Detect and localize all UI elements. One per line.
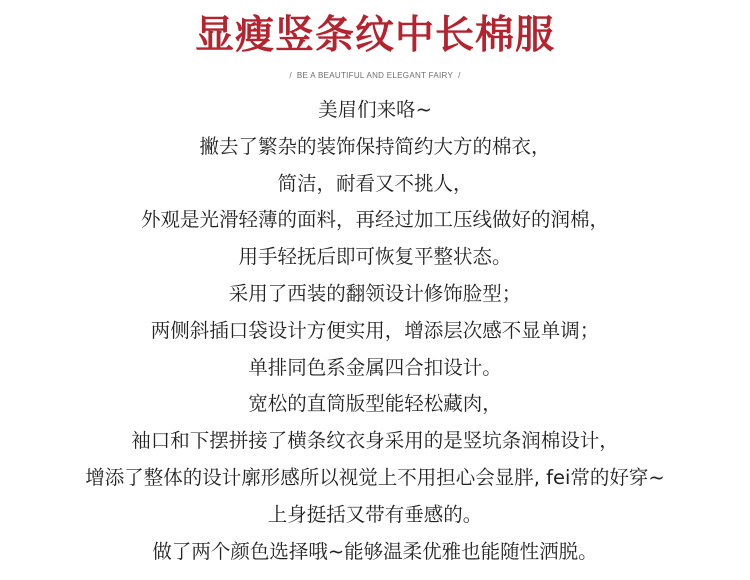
description-line: 美眉们来咯~ — [318, 98, 432, 121]
description-line: 袖口和下摆拼接了横条纹衣身采用的是竖坑条润棉设计， — [131, 429, 619, 453]
subtitle-left-mark: / — [289, 71, 292, 80]
description-line: 上身挺括又带有垂感的。 — [267, 502, 483, 526]
description-line: 单排同色系金属四合扣设计。 — [248, 355, 502, 379]
description-line: 做了两个颜色选择哦~能够温柔优雅也能随性洒脱。 — [152, 539, 598, 563]
page-subtitle — [0, 70, 750, 82]
subtitle-right-mark: / — [458, 71, 461, 80]
description-line: 两侧斜插口袋设计方便实用，增添层次感不显单调； — [150, 318, 600, 342]
description-line: 增添了整体的设计廓形感所以视觉上不用担心会显胖, fei常的好穿~ — [85, 465, 665, 489]
description-text-block — [0, 92, 750, 570]
subtitle-text: BE A BEAUTIFUL AND ELEGANT FAIRY — [296, 71, 454, 80]
description-line: 简洁，耐看又不挑人， — [277, 171, 473, 195]
description-line: 宽松的直筒版型能轻松藏肉， — [248, 392, 502, 416]
description-line: 外观是光滑轻薄的面料，再经过加工压线做好的润棉， — [140, 208, 609, 232]
description-line: 撇去了繁杂的装饰保持简约大方的棉衣， — [199, 134, 551, 158]
description-line: 采用了西装的翻领设计修饰脸型； — [228, 281, 522, 305]
page-title: 显瘦竖条纹中长棉服 — [194, 13, 555, 58]
description-line: 用手轻抚后即可恢复平整状态。 — [238, 245, 512, 269]
